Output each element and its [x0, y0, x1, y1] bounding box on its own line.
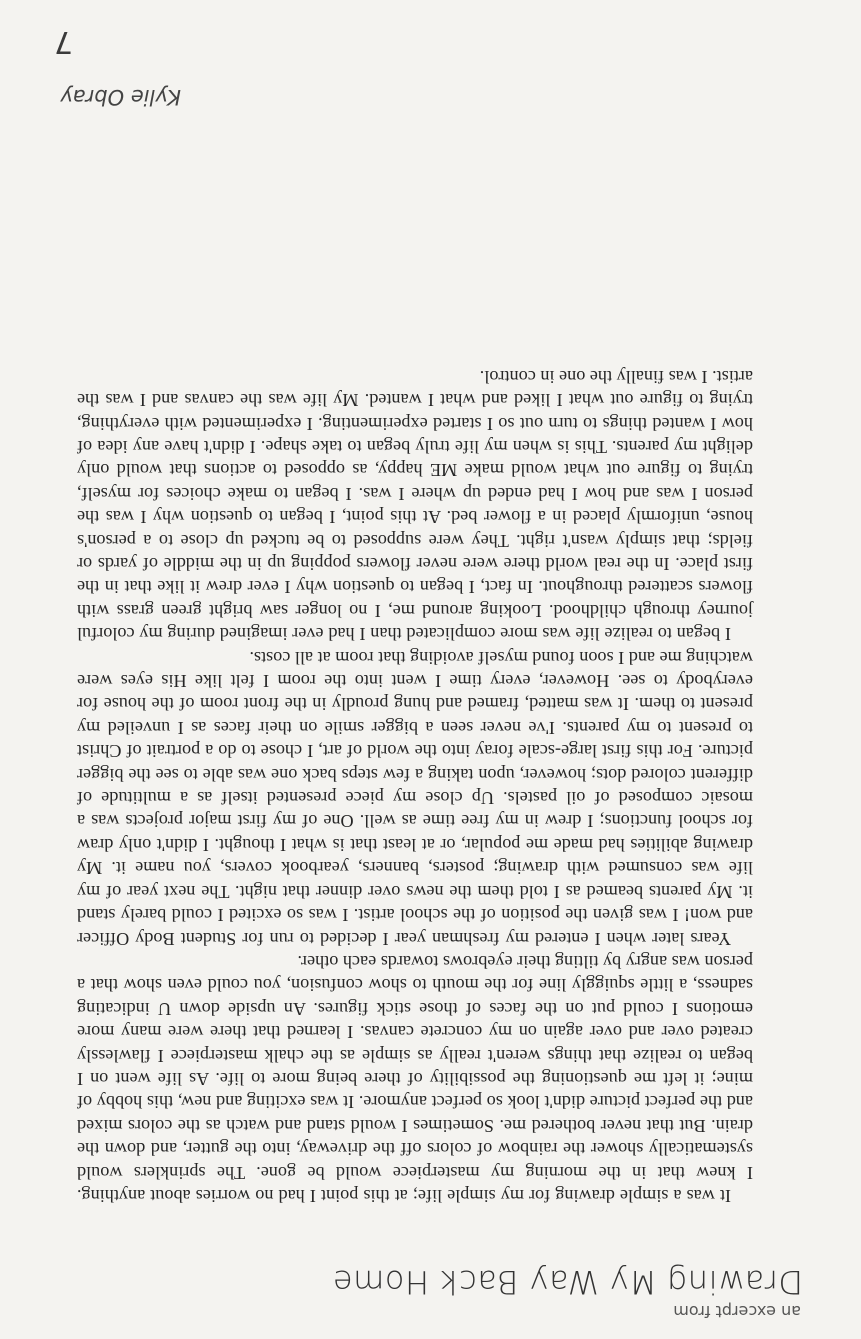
excerpt-subtitle: an excerpt from [673, 1302, 801, 1321]
paragraph: Years later when I entered my freshman year I decided to run for Student Body Officer and won! I was given the position of the school artist. I was so excited I could barely stand it. My parents beamed as I told them the news over dinner that night. The next year of my life was consumed with drawing; posters, banners, yearbook covers, you name it. My drawing abilities had made me popular, or at least that is what I thought. I didn't only draw for school functions; I drew in my free time as well. One of my first major projects was a mosaic composed of oil pastels. Up close my piece presented itself as a multitude of different colored dots; however, upon taking a few steps back one was able to see the bigger picture. For this first large-scale foray into the world of art, I chose to do a portrait of Christ to present to my parents. I've never seen a bigger smile on their faces as I unveiled my present to them. It was matted, framed and hung proudly in the front room of the house for everybody to see. However, every time I went into the room I felt like His eyes were watching me and I soon found myself avoiding that room at all costs. [77, 647, 753, 949]
paragraph: It was a simple drawing for my simple life; at this point I had no worries about anything. I knew that in the morning my masterpiece would be gone. The sprinklers would systematically shower the rainbow of colors off the driveway, into the gutter, and down the drain. But that never bothered me. Sometimes I would stand and watch as the colors mixed and the perfect picture didn't look so perfect anymore. It was exciting and new, this hobby of mine; it left me questioning the possibility of there being more to life. As life went on I began to realize that things weren't really as simple as the chalk masterpiece I flawlessly created over and over again on my concrete canvas. I learned that there were many more emotions I could put on the faces of those stick figures. An upside down U indicating sadness, a little squiggly line for the mouth to show confusion, you could even show that a person was angry by tilting their eyebrows towards each other. [77, 951, 753, 1206]
body-text [77, 364, 753, 1207]
page-title: Drawing My Way Back Home [332, 1263, 803, 1301]
page-number: 7 [53, 24, 73, 59]
author-signature: Kylie Obray [60, 85, 181, 109]
paragraph: I began to realize life was more complicated than I had ever imagined during my colorful journey through childhood. Looking around me, I no longer saw bright green grass with flowers scattered throughout. In fact, I began to question why I ever drew it like that in the first place. In the real world there were never flowers popping up in the middle of yards or fields; that simply wasn't right. They were supposed to be tucked up close to a person's house, uniformly placed in a flower bed. At this point, I began to question why I was the person I was and how I had ended up where I was. I began to make choices for myself, trying to figure out what would make ME happy, as opposed to actions that would only delight my parents. This is when my life truly began to take shape. I didn't have any idea of how I wanted things to turn out so I started experimenting. I experimented with everything, trying to figure out what I liked and what I wanted. My life was the canvas and I was the artist. I was finally the one in control. [77, 366, 753, 645]
